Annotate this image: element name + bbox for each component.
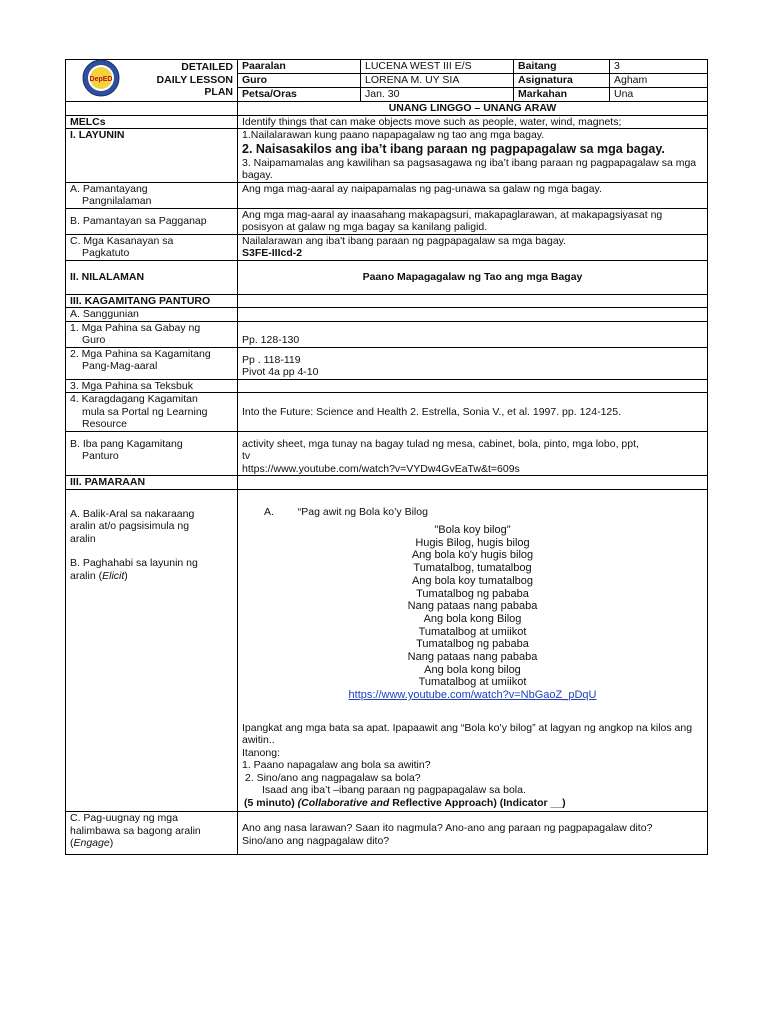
value-guro: LORENA M. UY SIA [361, 74, 514, 88]
gabay-text: Pp. 128-130 [238, 321, 708, 347]
instruction-text: Ipangkat ang mga bata sa apat. Ipapaawit ang “Bola ko’y bilog” at lagyan ng angkop na kilos ang awitin.. [242, 721, 693, 747]
song-video-link[interactable]: https://www.youtube.com/watch?v=NbGaoZ_pDqU [348, 689, 597, 702]
nilalaman-label: II. NILALAMAN [66, 260, 238, 294]
melcs-text: Identify things that can make objects move such as people, water, wind, magnets; [238, 115, 708, 129]
label-petsa: Petsa/Oras [238, 88, 361, 102]
value-asignatura: Agham [610, 74, 708, 88]
iba-pang-text: activity sheet, mga tunay na bagay tulad ng mesa, cabinet, bola, pinto, mga lobo, ppt, tv https://www.youtube.com/watch?v=VYDw4GvEaTw&t=609s [238, 431, 708, 476]
pag-uugnay-label: C. Pag-uugnay ng mga halimbawa sa bagong aralin (Engage) [66, 812, 238, 855]
layunin-items: 1.Nailalarawan kung paano napapagalaw ng tao ang mga bagay. 2. Naisasakilos ang iba’t ibang paraan ng pagpapagalaw sa mga bagay. 3. Naipamamalas ang kawilihan sa pagsasagawa ng iba’t ibang paraan ng pagpapagalaw sa mga bagay. [238, 129, 708, 183]
seal-icon [82, 59, 120, 97]
pamantayan-pagganap-label: B. Pamantayan sa Pagganap [66, 208, 238, 234]
competency-code: S3FE-IIIcd-2 [242, 247, 303, 259]
pamantayan-pagganap-text: Ang mga mag-aaral ay inaasahang makapagsuri, makapaglarawan, at makapagsiyasat ng posisyon at galaw ng mga bagay sa kanilang paligid. [238, 208, 708, 234]
kasanayan-label: C. Mga Kasanayan sa Pagkatuto [66, 234, 238, 260]
pang-mag-aaral-label: 2. Mga Pahina sa Kagamitang Pang-Mag-aaral [66, 347, 238, 379]
week-title: UNANG LINGGO – UNANG ARAW [238, 102, 708, 116]
label-baitang: Baitang [514, 60, 610, 74]
song-lyrics: "Bola koy bilog" Hugis Bilog, hugis bilog Ang bola ko'y hugis bilog Tumatalbog, tumatalbog Ang bola koy tumatalbog Tumatalbog ng pababa Nang pataas nang pababa Ang bola kong Bilog Tumatalbog at umiikot Tumatalbog ng pababa Nang pataas nang pababa Ang bola kong bilog Tumatalbog at umiikot https://www.youtube.com/watch?v=NbGaoZ_pDqU [348, 524, 597, 702]
sanggunian-label: A. Sanggunian [66, 308, 238, 322]
materials-url: https://www.youtube.com/watch?v=VYDw4GvEaTw&t=609s [242, 462, 520, 475]
iba-pang-label: B. Iba pang Kagamitang Panturo [66, 431, 238, 476]
lesson-plan-document [65, 59, 707, 855]
gabay-label: 1. Mga Pahina sa Gabay ng Guro [66, 321, 238, 347]
svg-text:DepED: DepED [89, 76, 113, 84]
pamaraan-label: III. PAMARAAN [66, 476, 238, 490]
value-markahan: Una [610, 88, 708, 102]
value-paaralan: LUCENA WEST III E/S [361, 60, 514, 74]
pag-uugnay-text: Ano ang nasa larawan? Saan ito nagmula? Ano-ano ang paraan ng pagpapagalaw dito? Sino/ano ang nagpagalaw dito? [238, 812, 708, 855]
kasanayan-text: Nailalarawan ang iba't ibang paraan ng pagpapagalaw sa mga bagay. S3FE-IIIcd-2 [238, 234, 708, 260]
nilalaman-text: Paano Mapagagalaw ng Tao ang mga Bagay [238, 260, 708, 294]
lesson-plan-table [65, 59, 708, 855]
pang-mag-aaral-text: Pp . 118-119 Pivot 4a pp 4-10 [238, 347, 708, 379]
value-petsa: Jan. 30 [361, 88, 514, 102]
layunin-label: I. LAYUNIN [66, 129, 238, 183]
activity-heading: A. “Pag awit ng Bola ko’y Bilog [264, 505, 428, 518]
document-title: DETAILED DAILY LESSON PLAN [156, 61, 233, 99]
label-asignatura: Asignatura [514, 74, 610, 88]
balik-aral-label: A. Balik-Aral sa nakaraang aralin at/o pagsisimula ng aralin B. Paghahabi sa layunin ng aralin (Elicit) [66, 489, 238, 812]
teksbuk-label: 3. Mga Pahina sa Teksbuk [66, 379, 238, 393]
label-paaralan: Paaralan [238, 60, 361, 74]
approach-note: (5 minuto) (Collaborative and Reflective Approach) (Indicator __) [244, 796, 566, 809]
label-guro: Guro [238, 74, 361, 88]
deped-logo [66, 59, 136, 101]
portal-text: Into the Future: Science and Health 2. Estrella, Sonia V., et al. 1997. pp. 124-125. [238, 393, 708, 432]
label-markahan: Markahan [514, 88, 610, 102]
pamantayang-pangnilalaman-label: A. Pamantayang Pangnilalaman [66, 182, 238, 208]
kagamitan-label: III. KAGAMITANG PANTURO [66, 294, 238, 308]
balik-aral-content: A. “Pag awit ng Bola ko’y Bilog "Bola koy bilog" Hugis Bilog, hugis bilog Ang bola ko'y hugis bilog Tumatalbog, tumatalbog Ang bola koy tumatalbog Tumatalbog ng pababa Nang pataas nang pababa Ang bola kong Bilog Tumatalbog at umiikot Tumatalbog ng pababa Nang pataas nang pababa Ang bola kong bilog Tumatalbog at umiikot https://www.youtube.com/watch?v=NbGaoZ_pDqU Ipangkat ang mga bata sa apat. Ipapaawit ang “Bola ko’y bilog” at lagyan ng angkop na kilos ang awitin.. Itanong: 1. Paano napagalaw ang bola sa awitin? 2. Sino/ano ang nagpagalaw sa bola? Isaad ang iba’t –ibang paraan ng pagpapagalaw sa bola. (5 minuto) (Collaborative and Reflective Approach) (Indicator __) [238, 489, 708, 812]
value-baitang: 3 [610, 60, 708, 74]
portal-label: 4. Karagdagang Kagamitan mula sa Portal ng Learning Resource [66, 393, 238, 432]
pamantayang-pangnilalaman-text: Ang mga mag-aaral ay naipapamalas ng pag-unawa sa galaw ng mga bagay. [238, 182, 708, 208]
melcs-label: MELCs [66, 115, 238, 129]
